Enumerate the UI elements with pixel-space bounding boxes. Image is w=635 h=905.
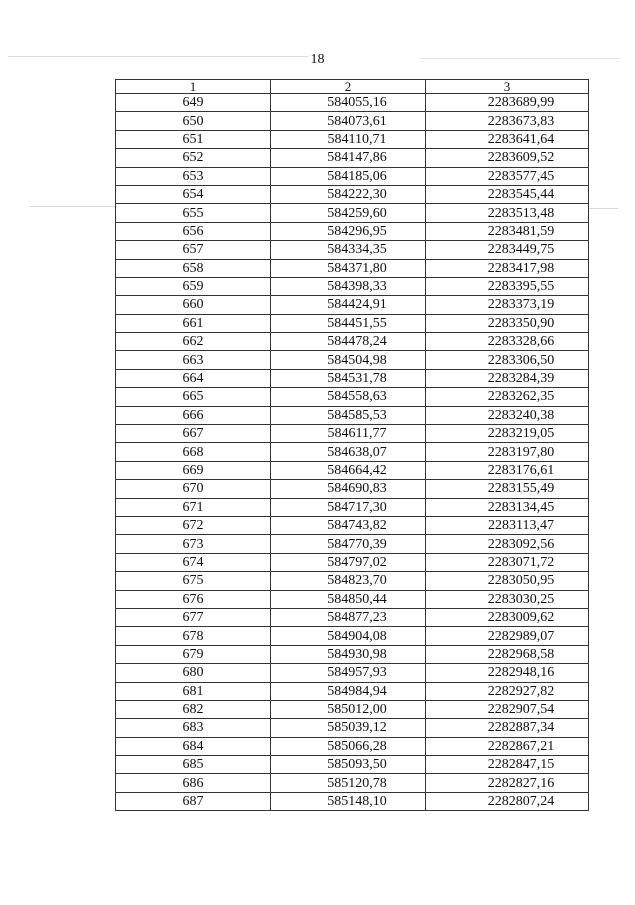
x-coordinate-cell: 584296,95 bbox=[271, 222, 426, 240]
x-coordinate-cell: 584451,55 bbox=[271, 314, 426, 332]
table-row bbox=[116, 296, 589, 314]
x-coordinate-cell: 585039,12 bbox=[271, 719, 426, 737]
x-coordinate-cell: 584531,78 bbox=[271, 369, 426, 387]
table-header-row bbox=[116, 80, 589, 94]
y-coordinate-cell: 2283481,59 bbox=[426, 222, 589, 240]
x-coordinate-cell: 584398,33 bbox=[271, 277, 426, 295]
table-row bbox=[116, 498, 589, 516]
table-row bbox=[116, 204, 589, 222]
point-number-cell: 654 bbox=[116, 185, 271, 203]
x-coordinate-cell: 584073,61 bbox=[271, 112, 426, 130]
table-row bbox=[116, 590, 589, 608]
x-coordinate-cell: 585148,10 bbox=[271, 792, 426, 810]
x-coordinate-cell: 585120,78 bbox=[271, 774, 426, 792]
x-coordinate-cell: 584424,91 bbox=[271, 296, 426, 314]
table-row bbox=[116, 112, 589, 130]
table-row bbox=[116, 627, 589, 645]
y-coordinate-cell: 2283328,66 bbox=[426, 333, 589, 351]
y-coordinate-cell: 2282867,21 bbox=[426, 737, 589, 755]
point-number-cell: 671 bbox=[116, 498, 271, 516]
point-number-cell: 661 bbox=[116, 314, 271, 332]
table-row bbox=[116, 737, 589, 755]
column-header-2: 2 bbox=[271, 80, 426, 94]
y-coordinate-cell: 2283176,61 bbox=[426, 461, 589, 479]
y-coordinate-cell: 2283113,47 bbox=[426, 516, 589, 534]
x-coordinate-cell: 584055,16 bbox=[271, 94, 426, 112]
x-coordinate-cell: 584823,70 bbox=[271, 572, 426, 590]
table-row bbox=[116, 149, 589, 167]
table-row bbox=[116, 277, 589, 295]
x-coordinate-cell: 584850,44 bbox=[271, 590, 426, 608]
point-number-cell: 667 bbox=[116, 425, 271, 443]
scan-artifact-mid-left bbox=[30, 206, 115, 207]
coordinates-table bbox=[115, 79, 589, 811]
table-row bbox=[116, 222, 589, 240]
table-row bbox=[116, 351, 589, 369]
table-row bbox=[116, 443, 589, 461]
table-row bbox=[116, 664, 589, 682]
scan-artifact-mid-right bbox=[588, 208, 618, 209]
x-coordinate-cell: 584185,06 bbox=[271, 167, 426, 185]
y-coordinate-cell: 2282989,07 bbox=[426, 627, 589, 645]
point-number-cell: 657 bbox=[116, 241, 271, 259]
x-coordinate-cell: 585066,28 bbox=[271, 737, 426, 755]
x-coordinate-cell: 584717,30 bbox=[271, 498, 426, 516]
point-number-cell: 668 bbox=[116, 443, 271, 461]
y-coordinate-cell: 2283134,45 bbox=[426, 498, 589, 516]
point-number-cell: 675 bbox=[116, 572, 271, 590]
point-number-cell: 687 bbox=[116, 792, 271, 810]
x-coordinate-cell: 584334,35 bbox=[271, 241, 426, 259]
point-number-cell: 659 bbox=[116, 277, 271, 295]
table-row bbox=[116, 241, 589, 259]
y-coordinate-cell: 2283673,83 bbox=[426, 112, 589, 130]
x-coordinate-cell: 584611,77 bbox=[271, 425, 426, 443]
page-number: 18 bbox=[310, 52, 325, 67]
x-coordinate-cell: 584770,39 bbox=[271, 535, 426, 553]
point-number-cell: 666 bbox=[116, 406, 271, 424]
y-coordinate-cell: 2283262,35 bbox=[426, 388, 589, 406]
table-row bbox=[116, 516, 589, 534]
y-coordinate-cell: 2283577,45 bbox=[426, 167, 589, 185]
table-row bbox=[116, 553, 589, 571]
point-number-cell: 678 bbox=[116, 627, 271, 645]
table-row bbox=[116, 185, 589, 203]
y-coordinate-cell: 2283609,52 bbox=[426, 149, 589, 167]
y-coordinate-cell: 2283009,62 bbox=[426, 608, 589, 626]
point-number-cell: 674 bbox=[116, 553, 271, 571]
x-coordinate-cell: 584110,71 bbox=[271, 130, 426, 148]
y-coordinate-cell: 2283689,99 bbox=[426, 94, 589, 112]
x-coordinate-cell: 584504,98 bbox=[271, 351, 426, 369]
point-number-cell: 664 bbox=[116, 369, 271, 387]
x-coordinate-cell: 584259,60 bbox=[271, 204, 426, 222]
y-coordinate-cell: 2283155,49 bbox=[426, 480, 589, 498]
y-coordinate-cell: 2283219,05 bbox=[426, 425, 589, 443]
x-coordinate-cell: 584478,24 bbox=[271, 333, 426, 351]
y-coordinate-cell: 2283306,50 bbox=[426, 351, 589, 369]
table-row bbox=[116, 406, 589, 424]
x-coordinate-cell: 584664,42 bbox=[271, 461, 426, 479]
y-coordinate-cell: 2283197,80 bbox=[426, 443, 589, 461]
y-coordinate-cell: 2282907,54 bbox=[426, 700, 589, 718]
point-number-cell: 660 bbox=[116, 296, 271, 314]
table-row bbox=[116, 608, 589, 626]
x-coordinate-cell: 584930,98 bbox=[271, 645, 426, 663]
point-number-cell: 686 bbox=[116, 774, 271, 792]
y-coordinate-cell: 2282887,34 bbox=[426, 719, 589, 737]
point-number-cell: 649 bbox=[116, 94, 271, 112]
x-coordinate-cell: 585093,50 bbox=[271, 756, 426, 774]
table-row bbox=[116, 259, 589, 277]
table-row bbox=[116, 480, 589, 498]
point-number-cell: 685 bbox=[116, 756, 271, 774]
point-number-cell: 679 bbox=[116, 645, 271, 663]
x-coordinate-cell: 584585,53 bbox=[271, 406, 426, 424]
table-row bbox=[116, 388, 589, 406]
y-coordinate-cell: 2282948,16 bbox=[426, 664, 589, 682]
point-number-cell: 670 bbox=[116, 480, 271, 498]
point-number-cell: 681 bbox=[116, 682, 271, 700]
x-coordinate-cell: 584147,86 bbox=[271, 149, 426, 167]
x-coordinate-cell: 584957,93 bbox=[271, 664, 426, 682]
point-number-cell: 683 bbox=[116, 719, 271, 737]
y-coordinate-cell: 2283449,75 bbox=[426, 241, 589, 259]
table-row bbox=[116, 572, 589, 590]
point-number-cell: 663 bbox=[116, 351, 271, 369]
x-coordinate-cell: 584638,07 bbox=[271, 443, 426, 461]
point-number-cell: 677 bbox=[116, 608, 271, 626]
x-coordinate-cell: 585012,00 bbox=[271, 700, 426, 718]
y-coordinate-cell: 2283373,19 bbox=[426, 296, 589, 314]
point-number-cell: 653 bbox=[116, 167, 271, 185]
y-coordinate-cell: 2282807,24 bbox=[426, 792, 589, 810]
y-coordinate-cell: 2283395,55 bbox=[426, 277, 589, 295]
y-coordinate-cell: 2282847,15 bbox=[426, 756, 589, 774]
table-row bbox=[116, 719, 589, 737]
point-number-cell: 655 bbox=[116, 204, 271, 222]
point-number-cell: 662 bbox=[116, 333, 271, 351]
table-row bbox=[116, 333, 589, 351]
y-coordinate-cell: 2282927,82 bbox=[426, 682, 589, 700]
table-row bbox=[116, 682, 589, 700]
point-number-cell: 651 bbox=[116, 130, 271, 148]
point-number-cell: 650 bbox=[116, 112, 271, 130]
y-coordinate-cell: 2283092,56 bbox=[426, 535, 589, 553]
column-header-3: 3 bbox=[426, 80, 589, 94]
table-row bbox=[116, 425, 589, 443]
x-coordinate-cell: 584690,83 bbox=[271, 480, 426, 498]
point-number-cell: 680 bbox=[116, 664, 271, 682]
x-coordinate-cell: 584743,82 bbox=[271, 516, 426, 534]
y-coordinate-cell: 2283545,44 bbox=[426, 185, 589, 203]
y-coordinate-cell: 2283513,48 bbox=[426, 204, 589, 222]
point-number-cell: 658 bbox=[116, 259, 271, 277]
table-row bbox=[116, 774, 589, 792]
y-coordinate-cell: 2282827,16 bbox=[426, 774, 589, 792]
y-coordinate-cell: 2283240,38 bbox=[426, 406, 589, 424]
point-number-cell: 656 bbox=[116, 222, 271, 240]
table-row bbox=[116, 369, 589, 387]
table-row bbox=[116, 461, 589, 479]
x-coordinate-cell: 584904,08 bbox=[271, 627, 426, 645]
y-coordinate-cell: 2283350,90 bbox=[426, 314, 589, 332]
x-coordinate-cell: 584797,02 bbox=[271, 553, 426, 571]
table-row bbox=[116, 535, 589, 553]
table-row bbox=[116, 314, 589, 332]
point-number-cell: 676 bbox=[116, 590, 271, 608]
x-coordinate-cell: 584984,94 bbox=[271, 682, 426, 700]
table-row bbox=[116, 700, 589, 718]
column-header-1: 1 bbox=[116, 80, 271, 94]
point-number-cell: 682 bbox=[116, 700, 271, 718]
y-coordinate-cell: 2283284,39 bbox=[426, 369, 589, 387]
table-row bbox=[116, 130, 589, 148]
point-number-cell: 684 bbox=[116, 737, 271, 755]
point-number-cell: 669 bbox=[116, 461, 271, 479]
y-coordinate-cell: 2283071,72 bbox=[426, 553, 589, 571]
point-number-cell: 673 bbox=[116, 535, 271, 553]
table-row bbox=[116, 645, 589, 663]
table-row bbox=[116, 167, 589, 185]
table-row bbox=[116, 94, 589, 112]
y-coordinate-cell: 2283030,25 bbox=[426, 590, 589, 608]
x-coordinate-cell: 584222,30 bbox=[271, 185, 426, 203]
point-number-cell: 665 bbox=[116, 388, 271, 406]
table-body bbox=[116, 94, 589, 811]
y-coordinate-cell: 2283641,64 bbox=[426, 130, 589, 148]
y-coordinate-cell: 2282968,58 bbox=[426, 645, 589, 663]
x-coordinate-cell: 584371,80 bbox=[271, 259, 426, 277]
x-coordinate-cell: 584877,23 bbox=[271, 608, 426, 626]
y-coordinate-cell: 2283417,98 bbox=[426, 259, 589, 277]
point-number-cell: 672 bbox=[116, 516, 271, 534]
point-number-cell: 652 bbox=[116, 149, 271, 167]
table-row bbox=[116, 792, 589, 810]
x-coordinate-cell: 584558,63 bbox=[271, 388, 426, 406]
table-row bbox=[116, 756, 589, 774]
y-coordinate-cell: 2283050,95 bbox=[426, 572, 589, 590]
